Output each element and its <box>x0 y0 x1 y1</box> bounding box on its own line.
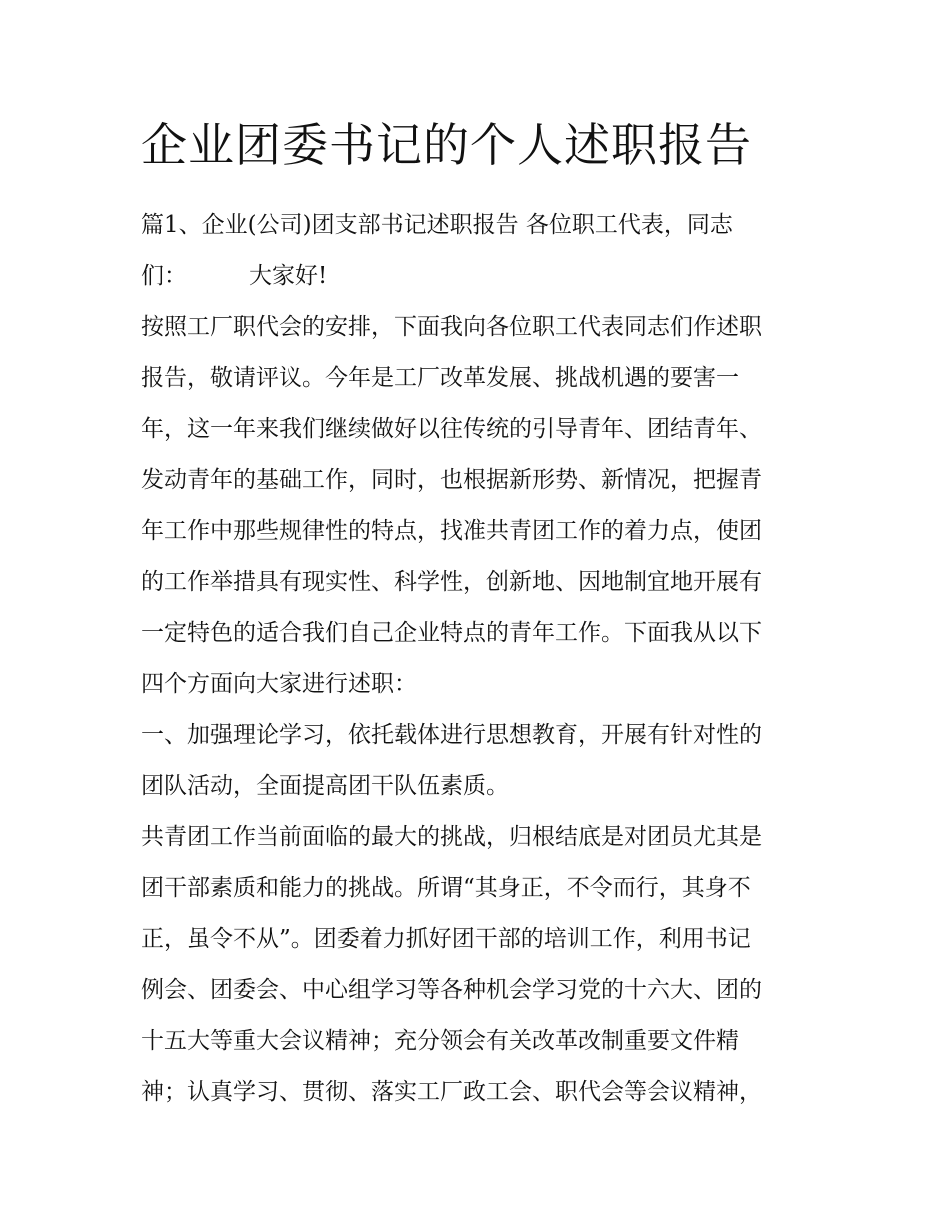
text-line: 篇1、企业(公司)团支部书记述职报告 各位职工代表，同志 <box>141 212 733 238</box>
text-line: 一定特色的适合我们自己企业特点的青年工作。下面我从以下 <box>141 620 762 646</box>
text-line: 发动青年的基础工作，同时，也根据新形势、新情况，把握青 <box>141 467 762 493</box>
text-line: 共青团工作当前面临的最大的挑战，归根结底是对团员尤其是 <box>141 824 762 850</box>
section-heading-line: 团队活动，全面提高团干队伍素质。 <box>141 773 509 799</box>
text-line: 四个方面向大家进行述职： <box>141 671 417 697</box>
greeting-text-2: 大家好! <box>249 263 328 289</box>
text-line: 年，这一年来我们继续做好以往传统的引导青年、团结青年、 <box>141 416 762 442</box>
section-heading-line: 一、加强理论学习，依托载体进行思想教育，开展有针对性的 <box>141 722 762 748</box>
text-line: 正，虽令不从”。团委着力抓好团干部的培训工作，利用书记 <box>141 926 751 952</box>
text-line: 按照工厂职代会的安排，下面我向各位职工代表同志们作述职 <box>141 314 762 340</box>
text-line: 年工作中那些规律性的特点，找准共青团工作的着力点，使团 <box>141 518 762 544</box>
text-line: 神；认真学习、贯彻、落实工厂政工会、职代会等会议精神， <box>141 1079 762 1105</box>
text-line: 例会、团委会、中心组学习等各种机会学习党的十六大、团的 <box>141 977 762 1003</box>
greeting-text: 们： <box>141 263 187 289</box>
document-body <box>141 200 821 1118</box>
text-line-greeting <box>141 251 821 302</box>
text-line: 的工作举措具有现实性、科学性，创新地、因地制宜地开展有 <box>141 569 762 595</box>
document-title: 企业团委书记的个人述职报告 <box>141 118 752 172</box>
text-line: 报告，敬请评议。今年是工厂改革发展、挑战机遇的要害一 <box>141 365 739 391</box>
text-line: 十五大等重大会议精神；充分领会有关改革改制重要文件精 <box>141 1028 739 1054</box>
text-line: 团干部素质和能力的挑战。所谓“其身正，不令而行，其身不 <box>141 875 751 901</box>
